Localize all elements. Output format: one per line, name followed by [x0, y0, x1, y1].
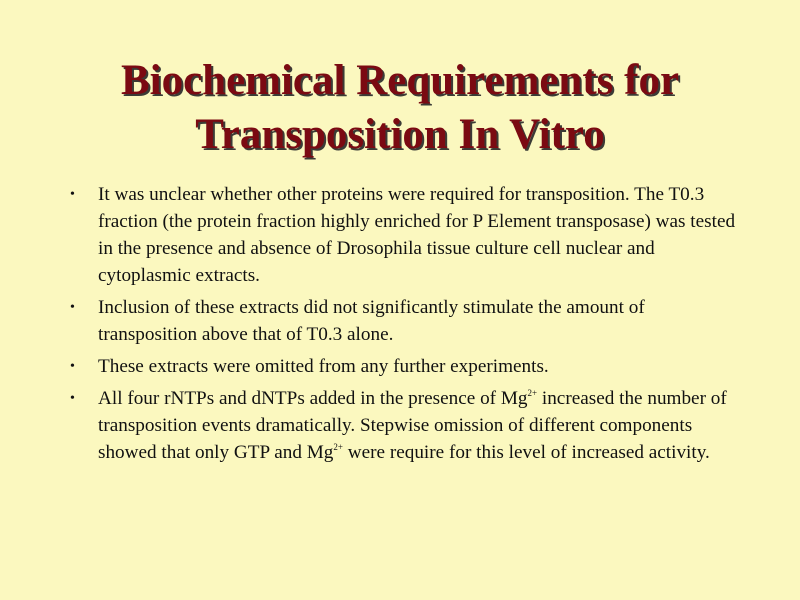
bullet-icon: •	[70, 300, 75, 315]
bullet-text-part: were require for this level of increased activity.	[342, 442, 710, 463]
bullet-item-1	[70, 181, 745, 289]
bullet-icon: •	[70, 391, 75, 406]
slide-title-line-2: Transposition In Vitro	[195, 111, 605, 158]
superscript-charge: 2+	[527, 388, 538, 398]
bullet-text: Inclusion of these extracts did not significantly stimulate the amount of transposition above that of T0.3 alone.	[98, 297, 645, 345]
bullet-text-part: All four rNTPs and dNTPs added in the presence of Mg	[98, 388, 528, 409]
bullet-icon: •	[70, 187, 75, 202]
slide-title-line-1: Biochemical Requirements for	[120, 57, 680, 104]
superscript-charge: 2+	[333, 442, 343, 452]
bullet-text: These extracts were omitted from any further experiments.	[98, 356, 549, 377]
bullet-item-2	[70, 294, 745, 348]
bullet-text: It was unclear whether other proteins were required for transposition. The T0.3 fraction (the protein fraction highly enriched for P Element transposase) was tested in the presence and absence of Drosophila tissue culture cell nuclear and cytoplasmic extracts.	[98, 184, 736, 286]
bullet-icon: •	[70, 359, 75, 374]
bullet-list	[70, 181, 745, 471]
slide-title	[40, 54, 760, 162]
bullet-item-3	[70, 353, 745, 380]
bullet-text-part: increased the number of transposition events dramatically. Stepwise omission of different components showed that only GTP and Mg	[98, 388, 727, 463]
bullet-text	[98, 385, 745, 466]
bullet-item-4	[70, 385, 745, 466]
